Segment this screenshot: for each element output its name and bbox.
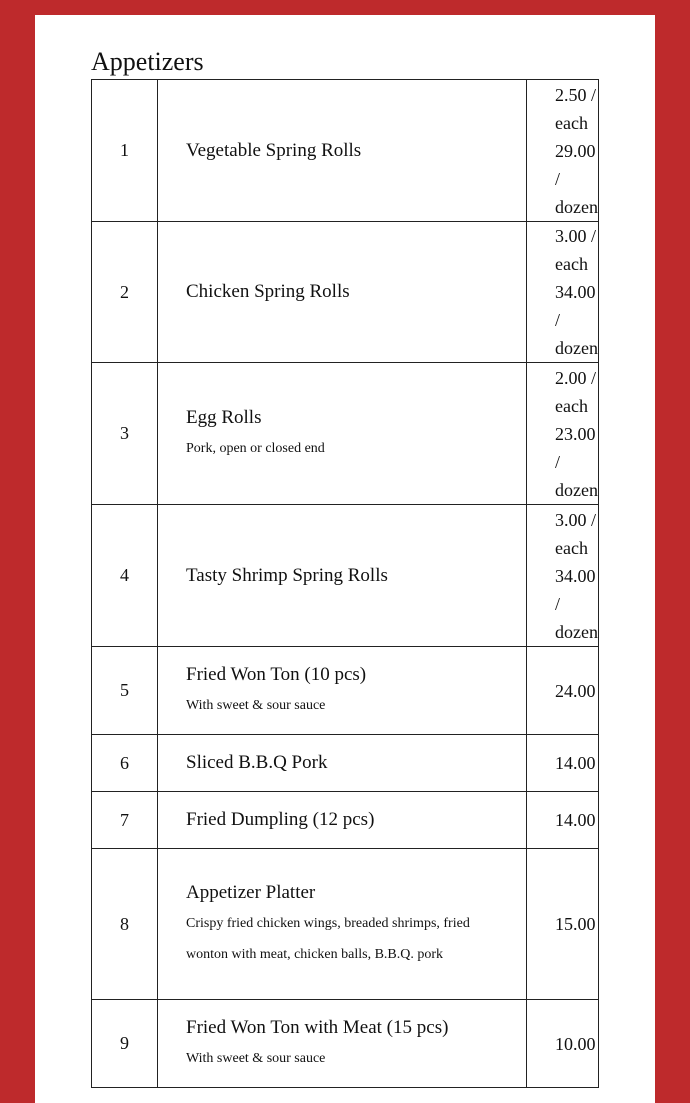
item-description: Crispy fried chicken wings, breaded shrimps, fried wonton with meat, chicken balls, B.B.Q. pork — [186, 915, 470, 962]
table-row — [92, 1000, 599, 1088]
item-cell — [158, 363, 527, 505]
table-row — [92, 735, 599, 792]
item-name: Chicken Spring Rolls — [186, 281, 350, 302]
price-line: 3.00 / — [555, 226, 597, 246]
price-line: each — [555, 112, 588, 133]
item-number: 6 — [92, 735, 158, 792]
item-number: 8 — [92, 849, 158, 1000]
item-name: Appetizer Platter — [186, 881, 316, 903]
item-number: 4 — [92, 505, 158, 647]
section-title: Appetizers — [91, 47, 204, 76]
item-price — [527, 1000, 599, 1088]
price-line: 14.00 — [555, 753, 596, 773]
item-number: 3 — [92, 363, 158, 505]
item-cell — [158, 849, 527, 1000]
price-line: 34.00 / — [555, 282, 596, 330]
price-line: 10.00 — [555, 1033, 596, 1054]
item-price — [527, 80, 599, 222]
price-line: dozen — [555, 338, 598, 358]
price-line: dozen — [555, 621, 598, 642]
price-line: 15.00 — [555, 914, 596, 934]
price-line: 2.00 / — [555, 367, 597, 388]
item-number: 5 — [92, 647, 158, 735]
item-description: With sweet & sour sauce — [186, 1050, 326, 1066]
item-price — [527, 363, 599, 505]
table-row — [92, 505, 599, 647]
item-price — [527, 735, 599, 792]
appetizers-table-body — [92, 80, 599, 1088]
item-description: With sweet & sour sauce — [186, 697, 326, 713]
item-cell — [158, 792, 527, 849]
price-line: 29.00 / — [555, 140, 596, 189]
item-cell — [158, 647, 527, 735]
item-name: Egg Rolls — [186, 406, 262, 428]
price-line: 3.00 / — [555, 509, 597, 530]
item-number: 2 — [92, 222, 158, 363]
item-price — [527, 647, 599, 735]
item-name: Fried Won Ton with Meat (15 pcs) — [186, 1016, 449, 1038]
item-name: Fried Dumpling (12 pcs) — [186, 809, 375, 830]
item-price — [527, 849, 599, 1000]
item-number: 7 — [92, 792, 158, 849]
table-row — [92, 80, 599, 222]
table-row — [92, 792, 599, 849]
price-line: each — [555, 537, 588, 558]
price-line: dozen — [555, 479, 598, 500]
appetizers-table — [91, 79, 599, 1088]
item-cell — [158, 735, 527, 792]
item-cell — [158, 222, 527, 363]
item-price — [527, 222, 599, 363]
item-name: Sliced B.B.Q Pork — [186, 752, 328, 773]
item-price — [527, 792, 599, 849]
price-line: 24.00 — [555, 680, 596, 701]
table-row — [92, 222, 599, 363]
table-row — [92, 647, 599, 735]
item-cell — [158, 1000, 527, 1088]
item-name: Tasty Shrimp Spring Rolls — [186, 564, 388, 586]
item-name: Fried Won Ton (10 pcs) — [186, 663, 367, 685]
price-line: each — [555, 254, 588, 274]
price-line: each — [555, 395, 588, 416]
item-description: Pork, open or closed end — [186, 440, 325, 456]
item-name: Vegetable Spring Rolls — [186, 139, 362, 161]
table-row — [92, 363, 599, 505]
table-row — [92, 849, 599, 1000]
item-number: 9 — [92, 1000, 158, 1088]
price-line: dozen — [555, 196, 598, 217]
price-line: 34.00 / — [555, 565, 596, 614]
item-cell — [158, 80, 527, 222]
item-price — [527, 505, 599, 647]
item-cell — [158, 505, 527, 647]
price-line: 14.00 — [555, 810, 596, 830]
item-number: 1 — [92, 80, 158, 222]
menu-page — [35, 15, 655, 1103]
price-line: 23.00 / — [555, 423, 596, 472]
price-line: 2.50 / — [555, 84, 597, 105]
